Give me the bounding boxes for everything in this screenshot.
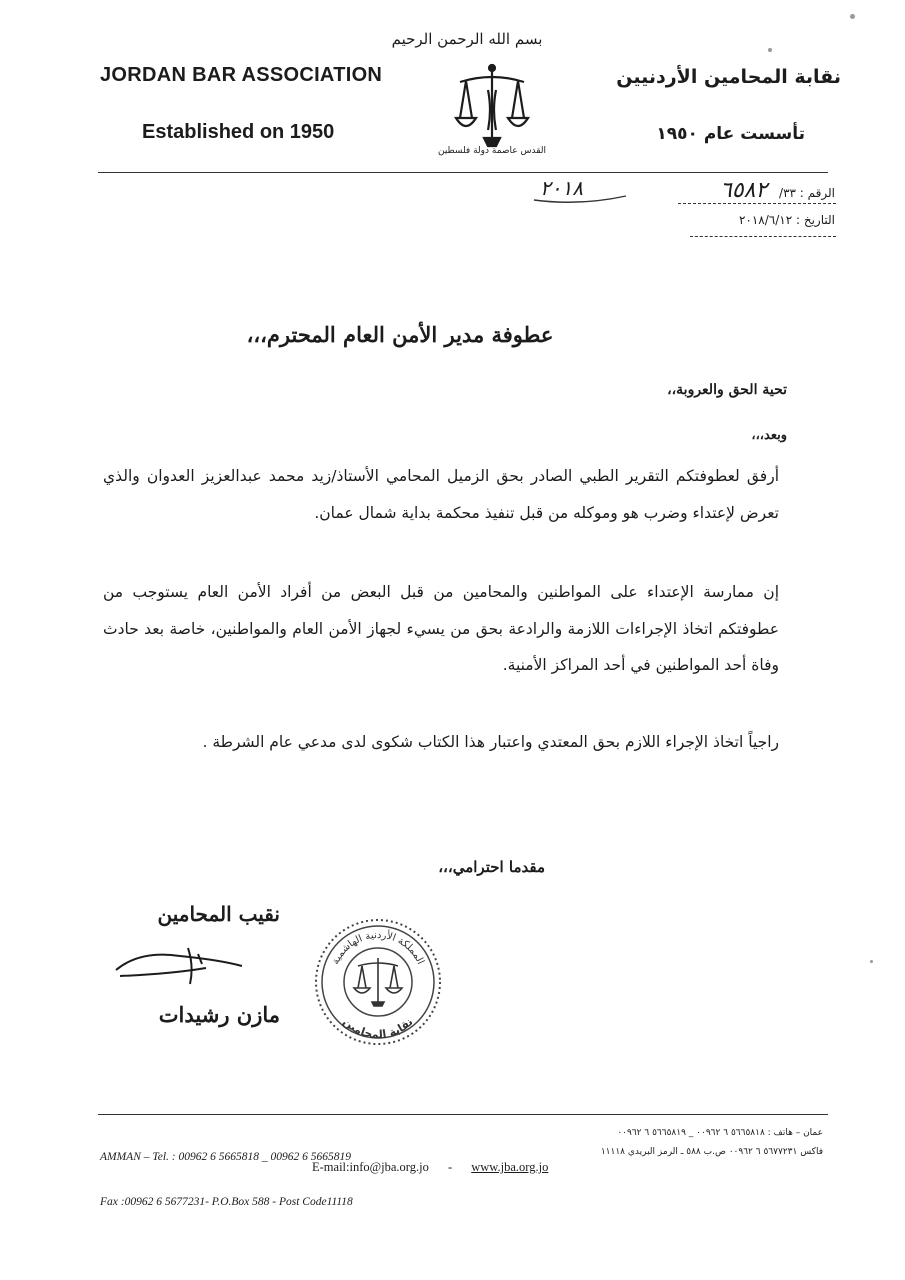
- footer-arabic-line: فاكس ٥٦٧٧٢٣١ ٦ ٠٠٩٦٢ ص.ب ٥٨٨ ـ الرمز البريدي ١١١١٨: [600, 1147, 823, 1157]
- greeting-line: تحية الحق والعروبة،،: [667, 382, 787, 398]
- wabaad-line: وبعد،،،: [751, 428, 787, 443]
- reference-underline: [678, 203, 836, 204]
- date-value: ٢٠١٨/٦/١٢: [738, 213, 793, 227]
- signatory-title: نقيب المحامين: [157, 902, 280, 926]
- footer-english-line: AMMAN – Tel. : 00962 6 5665818 _ 00962 6 5665819: [100, 1151, 351, 1163]
- scan-speck: [870, 960, 873, 963]
- body-paragraph: إن ممارسة الإعتداء على المواطنين والمحامين من قبل البعض من أفراد الأمن العام يستوجب من عطوفتكم اتخاذ الإجراءات اللازمة والرادعة بحق من يسيء لجهاز الأمن العام والمواطنين، خاصة بعد حادث وفاة أحد المواطنين في أحد المراكز الأمنية.: [103, 583, 779, 674]
- footer-arabic-contact: [601, 1124, 823, 1162]
- closing-line: مقدما احترامي،،،: [438, 858, 545, 876]
- association-seal: [312, 916, 444, 1048]
- english-established-line: Established on 1950: [142, 121, 335, 143]
- body-paragraph: راجياً اتخاذ الإجراء اللازم بحق المعتدي واعتبار هذا الكتاب شكوى لدى مدعي عام الشرطة .: [202, 733, 779, 751]
- footer-english-line: Fax :00962 6 5677231- P.O.Box 588 - Post Code11118: [100, 1196, 353, 1208]
- signatory-name: مازن رشيدات: [158, 1002, 280, 1027]
- basmala: بسم الله الرحمن الرحيم: [391, 30, 543, 48]
- seal-bottom-text: نقابة المحامين: [340, 1015, 416, 1042]
- arabic-established-line: تأسست عام ١٩٥٠: [656, 124, 805, 144]
- body-paragraph: أرفق لعطوفتكم التقرير الطبي الصادر بحق الزميل المحامي الأستاذ/زيد محمد عبدالعزيز العدوان والذي تعرض لإعتداء وضرب هو وموكله من قبل تنفيذ محكمة بداية شمال عمان.: [103, 467, 779, 522]
- scan-speck: [768, 48, 772, 52]
- jerusalem-tagline: القدس عاصمة دولة فلسطين: [437, 146, 547, 156]
- handwritten-year-note: ٢٠١٨: [540, 176, 583, 200]
- svg-text:نقابة المحامين: [340, 1015, 415, 1041]
- footer-separator: -: [447, 1160, 453, 1174]
- footer-website-link[interactable]: www.jba.org.jo: [471, 1160, 549, 1174]
- reference-number-handwritten: ٦٥٨٢: [719, 178, 768, 203]
- footer-email[interactable]: E-mail:info@jba.org.jo: [312, 1160, 429, 1174]
- header-divider: [98, 172, 828, 173]
- handwritten-signature: [110, 940, 250, 990]
- reference-number-prefix: ٣٣/: [779, 186, 796, 200]
- footer-arabic-line: عمان – هاتف : ٥٦٦٥٨١٨ ٦ ٠٠٩٦٢ _ ٥٦٦٥٨١٩ ٦ ٠٠٩٦٢: [617, 1128, 823, 1138]
- date-label: التاريخ :: [795, 213, 835, 227]
- addressee-line: عطوفة مدير الأمن العام المحترم،،،: [246, 322, 554, 347]
- scan-speck: [850, 14, 855, 19]
- arabic-association-name: نقابة المحامين الأردنيين: [616, 66, 841, 88]
- date-underline: [690, 236, 836, 237]
- footer-web-contact: [312, 1160, 548, 1175]
- english-association-name: JORDAN BAR ASSOCIATION: [100, 64, 383, 86]
- reference-number-label: الرقم :: [799, 186, 835, 200]
- seal-ring-text: المملكة الأردنية الهاشمية: [330, 929, 426, 967]
- date-line: [739, 213, 835, 227]
- scales-of-justice-icon: [452, 60, 532, 150]
- seal-scales-icon: [354, 958, 402, 1006]
- handwritten-underline-mark: [530, 178, 630, 204]
- footer-divider: [98, 1114, 828, 1115]
- reference-number-line: [712, 178, 835, 203]
